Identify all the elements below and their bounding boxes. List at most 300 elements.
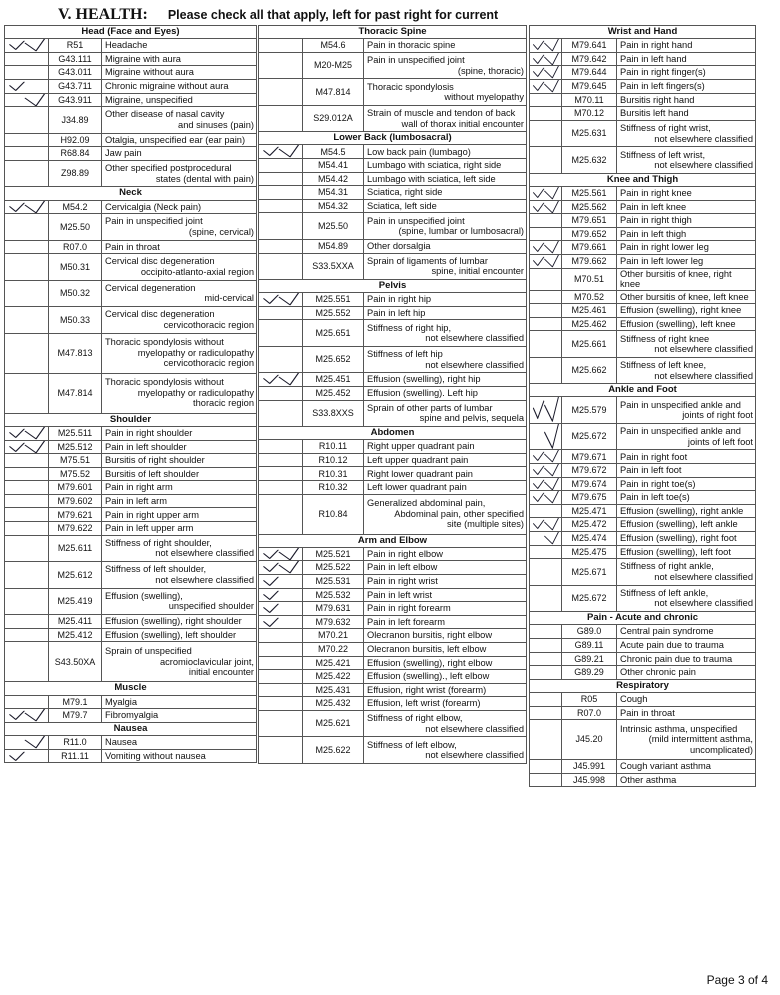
checkbox-cell[interactable] [5, 373, 49, 413]
diagnosis-code: G43.111 [49, 52, 102, 66]
diagnosis-code: M25.412 [49, 628, 102, 642]
description-line: Stiffness of left knee, [620, 360, 707, 371]
description-line: Pain in left hand [620, 53, 687, 64]
section-title-cell: Lower Back (lumbosacral) [259, 132, 527, 145]
checkbox-cell[interactable] [259, 615, 303, 629]
diagnosis-code: M25.472 [562, 518, 617, 532]
section-header [5, 413, 257, 426]
checkbox-cell[interactable] [530, 450, 562, 464]
code-row [5, 93, 257, 107]
checkbox-cell[interactable] [5, 628, 49, 642]
handwritten-check-icon [5, 94, 48, 107]
code-row [530, 504, 756, 518]
checkbox-cell[interactable] [530, 304, 562, 318]
checkbox-cell[interactable] [259, 467, 303, 481]
diagnosis-code: M79.1 [49, 695, 102, 709]
description-line: Other bursitis of knee, right knee [620, 268, 732, 289]
diagnosis-code: M25.422 [303, 670, 364, 684]
page-number: Page 3 of 4 [706, 973, 768, 987]
code-row [259, 253, 527, 280]
handwritten-check-icon [259, 293, 302, 306]
checkbox-cell[interactable] [259, 373, 303, 387]
code-row [259, 561, 527, 575]
checkbox-cell[interactable] [259, 710, 303, 737]
description-line: without myelopathy [444, 92, 524, 103]
description-line: Intrinsic asthma, unspecified [620, 723, 738, 734]
description-line: Pain in left lower leg [620, 255, 704, 266]
checkbox-cell[interactable] [5, 147, 49, 161]
checkbox-cell[interactable] [5, 79, 49, 93]
handwritten-check-icon [530, 424, 561, 450]
checkbox-cell[interactable] [530, 706, 562, 720]
diagnosis-code: S43.50XA [49, 642, 102, 682]
code-row [530, 397, 756, 424]
diagnosis-code: M54.31 [303, 186, 364, 200]
description-line: Pain in right wrist [367, 576, 438, 587]
diagnosis-code: G89.11 [562, 639, 617, 653]
checkbox-cell[interactable] [259, 145, 303, 159]
checkbox-cell[interactable] [5, 615, 49, 629]
checkbox-cell[interactable] [5, 535, 49, 562]
diagnosis-code: M47.814 [49, 373, 102, 413]
checkbox-cell[interactable] [5, 240, 49, 254]
description-line: wall of thorax initial encounter [401, 118, 524, 129]
code-row [259, 400, 527, 427]
description-line: Right upper quadrant pain [367, 441, 475, 452]
checkbox-cell[interactable] [530, 214, 562, 228]
diagnosis-code: R07.0 [49, 240, 102, 254]
handwritten-check-icon [530, 464, 561, 477]
description-line: Headache [105, 40, 148, 51]
checkbox-cell[interactable] [5, 467, 49, 481]
checkbox-cell[interactable] [259, 481, 303, 495]
description-line: Pain in right knee [620, 187, 692, 198]
code-row [5, 562, 257, 589]
diagnosis-code: M79.662 [562, 254, 617, 268]
checkbox-cell[interactable] [530, 79, 562, 93]
checkbox-cell[interactable] [5, 280, 49, 307]
checkbox-cell[interactable] [530, 760, 562, 774]
checkbox-cell[interactable] [5, 508, 49, 522]
checkbox-cell[interactable] [530, 66, 562, 80]
checkbox-cell[interactable] [259, 561, 303, 575]
diagnosis-code: J45.998 [562, 773, 617, 787]
checkbox-cell[interactable] [5, 254, 49, 281]
description-line: Pain in right elbow [367, 548, 443, 559]
checkbox-cell[interactable] [259, 697, 303, 711]
description-line: site (multiple sites) [447, 519, 524, 530]
description-line: Effusion (swelling), left knee [620, 318, 736, 329]
description-line: Effusion (swelling), right foot [620, 533, 737, 544]
checkbox-cell[interactable] [259, 52, 303, 79]
code-row [530, 760, 756, 774]
checkbox-cell[interactable] [530, 532, 562, 546]
diagnosis-code: M70.12 [562, 107, 617, 121]
diagnosis-code: M25.612 [49, 562, 102, 589]
checkbox-cell[interactable] [259, 79, 303, 106]
checkbox-cell[interactable] [530, 317, 562, 331]
checkbox-cell[interactable] [259, 737, 303, 764]
checkbox-cell[interactable] [5, 562, 49, 589]
description-line: Pain in right thigh [620, 215, 692, 226]
checkbox-cell[interactable] [530, 504, 562, 518]
handwritten-check-icon [530, 66, 561, 79]
diagnosis-code: M25.622 [303, 737, 364, 764]
diagnosis-description [102, 494, 257, 508]
checkbox-cell[interactable] [5, 695, 49, 709]
section-title-cell: Shoulder [5, 413, 257, 426]
code-row [530, 290, 756, 304]
diagnosis-code: S29.012A [303, 105, 364, 132]
checkbox-cell[interactable] [530, 200, 562, 214]
description-line: Bursitis of left shoulder [105, 468, 200, 479]
diagnosis-description [102, 481, 257, 495]
diagnosis-description [102, 508, 257, 522]
checkbox-cell[interactable] [5, 642, 49, 682]
checkbox-cell[interactable] [259, 440, 303, 454]
section-header [259, 427, 527, 440]
diagnosis-description [102, 628, 257, 642]
diagnosis-description [102, 535, 257, 562]
checkbox-cell[interactable] [530, 357, 562, 384]
checkbox-cell[interactable] [5, 107, 49, 134]
diagnosis-code: R68.84 [49, 147, 102, 161]
code-row [5, 735, 257, 749]
checkbox-cell[interactable] [530, 666, 562, 680]
checkbox-cell[interactable] [530, 464, 562, 478]
checkbox-cell[interactable] [530, 147, 562, 174]
diagnosis-code: M25.421 [303, 656, 364, 670]
checkbox-cell[interactable] [5, 426, 49, 440]
code-row [5, 107, 257, 134]
handwritten-check-icon [530, 478, 561, 491]
checkbox-cell[interactable] [259, 453, 303, 467]
diagnosis-description [364, 547, 527, 561]
diagnosis-code: M50.31 [49, 254, 102, 281]
checkbox-cell[interactable] [530, 39, 562, 53]
handwritten-check-icon [530, 80, 561, 93]
diagnosis-description [102, 160, 257, 187]
description-line: Stiffness of left ankle, [620, 587, 709, 598]
checkbox-cell[interactable] [259, 683, 303, 697]
checkbox-cell[interactable] [259, 172, 303, 186]
checkbox-cell[interactable] [259, 670, 303, 684]
section-title-cell: Knee and Thigh [530, 173, 756, 186]
diagnosis-code: M47.813 [49, 333, 102, 373]
code-row [259, 588, 527, 602]
checkbox-cell[interactable] [259, 387, 303, 401]
diagnosis-description [364, 306, 527, 320]
code-row [259, 602, 527, 616]
description-line: Generalized abdominal pain, [367, 498, 486, 509]
checkbox-cell[interactable] [259, 159, 303, 173]
checkbox-cell[interactable] [530, 331, 562, 358]
checkbox-cell[interactable] [530, 268, 562, 290]
code-row [5, 39, 257, 53]
checkbox-cell[interactable] [5, 522, 49, 536]
checkbox-cell[interactable] [259, 575, 303, 589]
description-line: Other dorsalgia [367, 240, 431, 251]
checkbox-cell[interactable] [530, 241, 562, 255]
checkbox-cell[interactable] [259, 39, 303, 53]
diagnosis-code: J34.89 [49, 107, 102, 134]
description-line: Pain in unspecified ankle and [620, 399, 741, 410]
code-row [530, 254, 756, 268]
checkbox-cell[interactable] [5, 494, 49, 508]
handwritten-check-icon [530, 53, 561, 66]
diagnosis-description [102, 254, 257, 281]
diagnosis-description [617, 491, 756, 505]
description-line: Bursitis of right shoulder [105, 455, 205, 466]
diagnosis-description [364, 172, 527, 186]
description-line: Migraine with aura [105, 53, 181, 64]
code-row [5, 52, 257, 66]
handwritten-check-icon [5, 427, 48, 440]
checkbox-cell[interactable] [530, 491, 562, 505]
diagnosis-code: M70.52 [562, 290, 617, 304]
diagnosis-description [364, 588, 527, 602]
code-row [259, 683, 527, 697]
diagnosis-description [102, 133, 257, 147]
checkbox-cell[interactable] [259, 293, 303, 307]
code-row [5, 240, 257, 254]
checkbox-cell[interactable] [5, 93, 49, 107]
checkbox-cell[interactable] [530, 720, 562, 760]
code-row [259, 199, 527, 213]
code-row [5, 522, 257, 536]
diagnosis-code: M25.522 [303, 561, 364, 575]
page-header [58, 6, 758, 26]
checkbox-cell[interactable] [259, 656, 303, 670]
checkbox-cell[interactable] [5, 133, 49, 147]
checkbox-cell[interactable] [530, 107, 562, 121]
section-header [5, 26, 257, 39]
diagnosis-description [364, 575, 527, 589]
description-line: Pain in left elbow [367, 562, 438, 573]
description-line: Strain of muscle and tendon of back [367, 108, 516, 119]
checkbox-cell[interactable] [530, 52, 562, 66]
code-row [530, 52, 756, 66]
diagnosis-description [617, 66, 756, 80]
checkbox-cell[interactable] [259, 494, 303, 534]
handwritten-check-icon [530, 39, 561, 52]
diagnosis-description [617, 773, 756, 787]
diagnosis-code: M25.561 [562, 186, 617, 200]
diagnosis-code: M25.632 [562, 147, 617, 174]
diagnosis-code: M79.644 [562, 66, 617, 80]
description-line: cervicothoracic region [163, 319, 254, 330]
checkbox-cell[interactable] [259, 199, 303, 213]
description-line: Lumbago with sciatica, right side [367, 160, 502, 171]
code-row [530, 652, 756, 666]
checkbox-cell[interactable] [530, 518, 562, 532]
diagnosis-code: M25.579 [562, 397, 617, 424]
code-row [259, 39, 527, 53]
diagnosis-description [364, 213, 527, 240]
checkbox-cell[interactable] [530, 290, 562, 304]
diagnosis-description [364, 79, 527, 106]
checkbox-cell[interactable] [5, 333, 49, 373]
diagnosis-code: M54.41 [303, 159, 364, 173]
checkbox-cell[interactable] [5, 440, 49, 454]
description-line: Bursitis right hand [620, 94, 695, 105]
description-line: Stiffness of right elbow, [367, 713, 463, 724]
diagnosis-description [364, 481, 527, 495]
code-row [530, 147, 756, 174]
description-line: Pain in left toe(s) [620, 492, 690, 503]
description-line: Pain in throat [620, 707, 675, 718]
diagnosis-description [102, 333, 257, 373]
checkbox-cell[interactable] [5, 200, 49, 214]
description-line: Effusion (swelling), left shoulder [105, 629, 237, 640]
code-row [259, 52, 527, 79]
checkbox-cell[interactable] [5, 481, 49, 495]
checkbox-cell[interactable] [530, 477, 562, 491]
checkbox-cell[interactable] [530, 625, 562, 639]
diagnosis-code: M25.672 [562, 423, 617, 450]
checkbox-cell[interactable] [259, 239, 303, 253]
description-line: not elsewhere classified [425, 750, 524, 761]
checkbox-cell[interactable] [5, 307, 49, 334]
checkbox-cell[interactable] [530, 773, 562, 787]
checkbox-cell[interactable] [530, 559, 562, 586]
diagnosis-code: S33.5XXA [303, 253, 364, 280]
checkbox-cell[interactable] [530, 254, 562, 268]
code-row [5, 642, 257, 682]
code-row [5, 481, 257, 495]
code-row [259, 320, 527, 347]
section-header [5, 187, 257, 200]
checkbox-cell[interactable] [259, 320, 303, 347]
diagnosis-code: R05 [562, 692, 617, 706]
diagnosis-code: M79.621 [49, 508, 102, 522]
checkbox-cell[interactable] [5, 454, 49, 468]
diagnosis-code: M54.5 [303, 145, 364, 159]
checkbox-cell[interactable] [259, 213, 303, 240]
diagnosis-code: M25.651 [303, 320, 364, 347]
description-line: Pain in throat [105, 241, 160, 252]
description-line: Pain in right forearm [367, 603, 451, 614]
checkbox-cell[interactable] [259, 629, 303, 643]
diagnosis-description [617, 652, 756, 666]
checkbox-cell[interactable] [5, 588, 49, 615]
code-row [5, 160, 257, 187]
section-header [5, 722, 257, 735]
description-line: not elsewhere classified [654, 133, 753, 144]
checkbox-cell[interactable] [530, 545, 562, 559]
description-line: Migraine, unspecified [105, 94, 193, 105]
description-line: (mild intermittent asthma, [648, 734, 753, 745]
diagnosis-code: M25.521 [303, 547, 364, 561]
checkbox-cell[interactable] [530, 120, 562, 147]
handwritten-check-icon [259, 616, 302, 629]
checkbox-cell[interactable] [259, 306, 303, 320]
diagnosis-description [617, 331, 756, 358]
checkbox-cell[interactable] [5, 39, 49, 53]
diagnosis-code: R10.12 [303, 453, 364, 467]
diagnosis-description [617, 227, 756, 241]
checkbox-cell[interactable] [530, 585, 562, 612]
checkbox-cell[interactable] [5, 709, 49, 723]
description-line: Olecranon bursitis, left elbow [367, 644, 487, 655]
code-row [5, 454, 257, 468]
checkbox-cell[interactable] [259, 547, 303, 561]
checkbox-cell[interactable] [530, 692, 562, 706]
code-row [530, 39, 756, 53]
diagnosis-description [617, 720, 756, 760]
description-line: Pain in left upper arm [105, 523, 194, 534]
diagnosis-description [617, 423, 756, 450]
description-line: Pain in right hand [620, 40, 693, 51]
code-row [530, 639, 756, 653]
diagnosis-description [617, 304, 756, 318]
checkbox-cell[interactable] [530, 423, 562, 450]
description-line: thoracic region [193, 398, 254, 409]
checkbox-cell[interactable] [259, 602, 303, 616]
description-line: Stiffness of left shoulder, [105, 564, 207, 575]
diagnosis-description [617, 186, 756, 200]
description-line: Pain in unspecified joint [105, 216, 203, 227]
diagnosis-description [617, 39, 756, 53]
checkbox-cell[interactable] [5, 160, 49, 187]
checkbox-cell[interactable] [5, 52, 49, 66]
description-line: Pain in right foot [620, 451, 688, 462]
description-line: Pain in left wrist [367, 589, 433, 600]
description-line: Sprain of other parts of lumbar [367, 402, 493, 413]
description-line: Other asthma [620, 774, 677, 785]
checkbox-cell[interactable] [259, 186, 303, 200]
checkbox-cell[interactable] [530, 639, 562, 653]
code-row [5, 66, 257, 80]
checkbox-cell[interactable] [259, 253, 303, 280]
checkbox-cell[interactable] [5, 214, 49, 241]
handwritten-check-icon [530, 450, 561, 463]
diagnosis-description [102, 467, 257, 481]
code-row [259, 453, 527, 467]
description-line: Other disease of nasal cavity [105, 109, 225, 120]
checkbox-cell[interactable] [530, 397, 562, 424]
diagnosis-description [102, 240, 257, 254]
section-title: V. HEALTH: [58, 6, 148, 23]
checkbox-cell[interactable] [259, 346, 303, 373]
description-line: Pain in right finger(s) [620, 67, 706, 78]
checkbox-cell[interactable] [530, 227, 562, 241]
checkbox-cell[interactable] [530, 186, 562, 200]
handwritten-check-icon [259, 602, 302, 615]
checkbox-cell[interactable] [5, 735, 49, 749]
checkbox-cell[interactable] [5, 749, 49, 763]
diagnosis-code: M25.432 [303, 697, 364, 711]
code-row [259, 186, 527, 200]
description-line: Pain in left hip [367, 307, 426, 318]
description-line: Effusion (swelling), left foot [620, 546, 731, 557]
checkbox-cell[interactable] [259, 105, 303, 132]
description-line: Fibromyalgia [105, 710, 159, 721]
description-line: Cervical disc degeneration [105, 256, 215, 267]
checkbox-cell[interactable] [5, 66, 49, 80]
checkbox-cell[interactable] [530, 652, 562, 666]
diagnosis-description [617, 666, 756, 680]
diagnosis-description [617, 79, 756, 93]
section-header [259, 534, 527, 547]
handwritten-check-icon [5, 39, 48, 52]
code-row [5, 333, 257, 373]
checkbox-cell[interactable] [259, 643, 303, 657]
checkbox-cell[interactable] [530, 93, 562, 107]
checkbox-cell[interactable] [259, 588, 303, 602]
diagnosis-description [617, 397, 756, 424]
checkbox-cell[interactable] [259, 400, 303, 427]
